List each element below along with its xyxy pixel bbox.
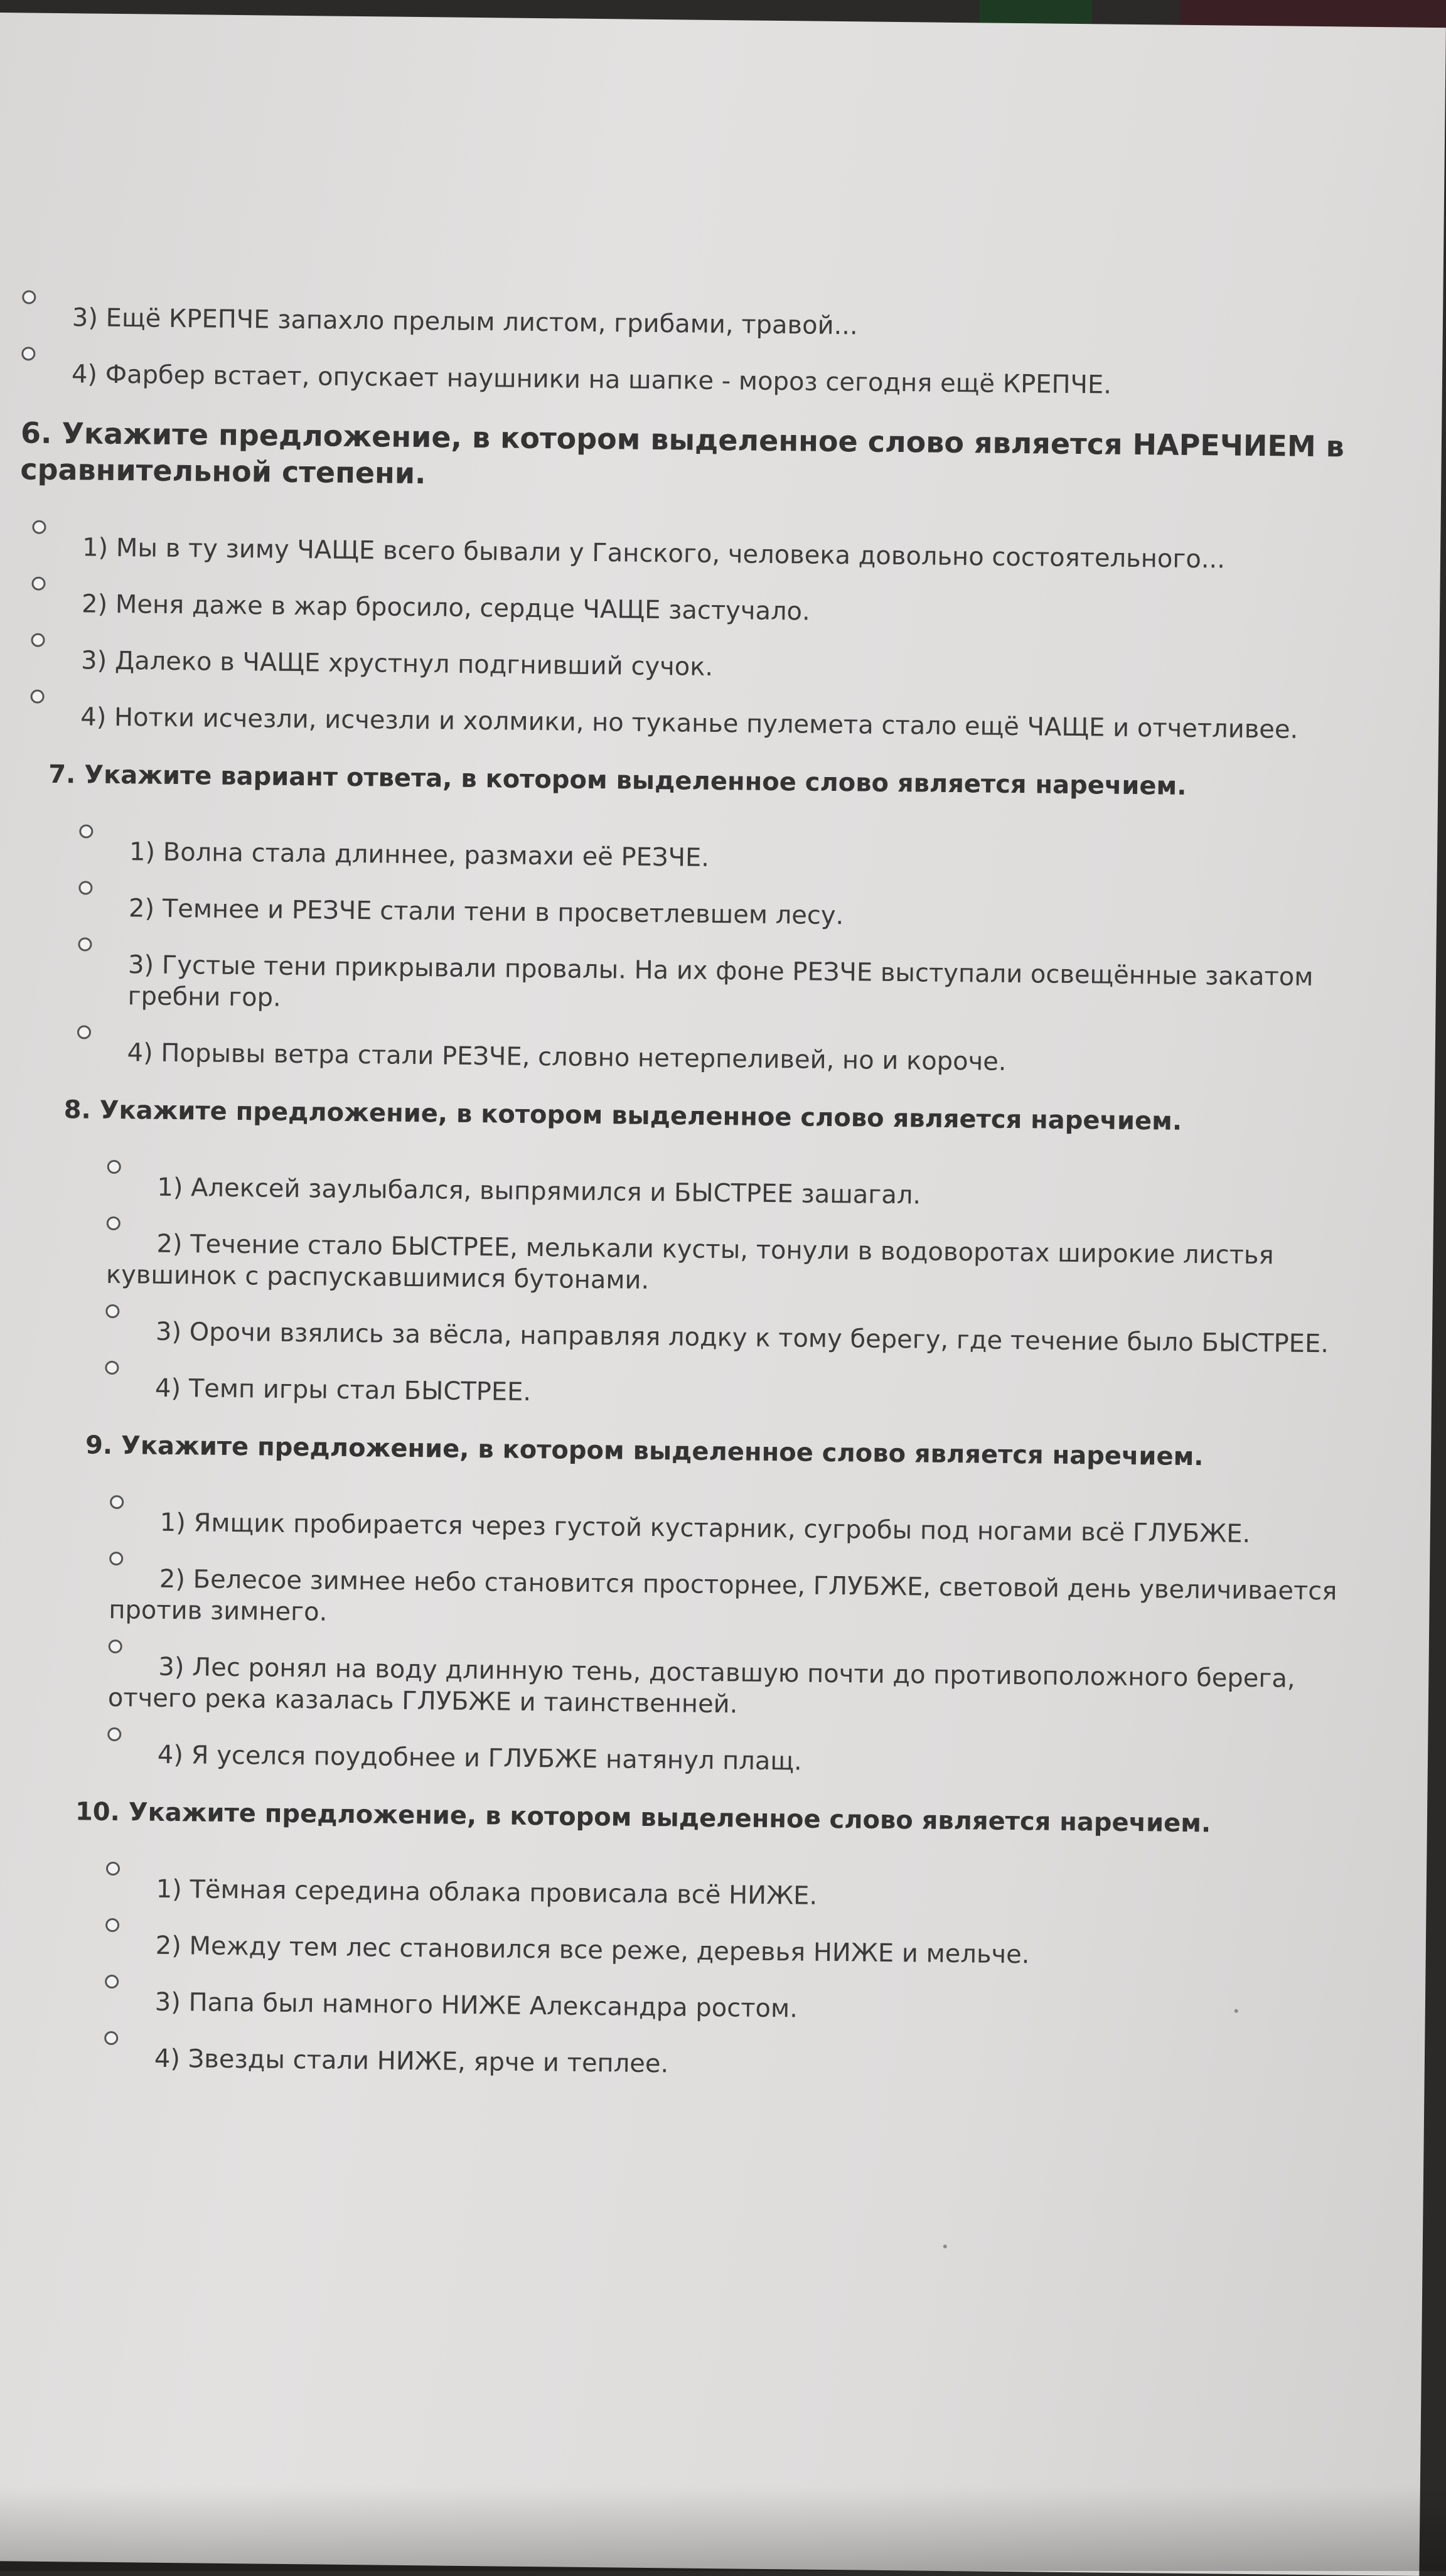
radio-button-icon[interactable] [32,520,46,534]
option-text: 1) Волна стала длиннее, размахи её РЕЗЧЕ. [129,837,710,872]
answer-option[interactable] [22,301,1352,346]
radio-button-icon[interactable] [107,1727,121,1741]
radio-button-icon[interactable] [105,1304,119,1318]
option-text: 4) Звезды стали НИЖЕ, ярче и теплее. [154,2044,669,2079]
prev-question-options [21,301,1352,403]
radio-button-icon[interactable] [31,577,45,591]
answer-option[interactable] [77,948,1346,1024]
answer-option[interactable] [77,1036,1344,1081]
radio-button-icon[interactable] [22,290,36,304]
question-title: 7. Укажите вариант ответа, в котором выделенное слово является наречием. [48,759,1187,801]
option-text: 3) Орочи взялись за вёсла, направляя лодку к тому берегу, где течение было БЫСТРЕЕ. [155,1317,1329,1359]
answer-option[interactable] [79,835,1347,880]
option-text: 1) Тёмная середина облака провисала всё НИЖЕ. [156,1874,818,1911]
answer-option[interactable] [104,2042,1334,2087]
answer-option[interactable] [21,358,1352,403]
option-text: 4) Порывы ветра стали РЕЗЧЕ, словно нетерпеливей, но и короче. [127,1038,1007,1076]
answer-option[interactable] [105,1929,1336,1974]
question-options [61,1171,1344,1416]
option-text: 2) Течение стало БЫСТРЕЕ, мелькали кусты, тонули в водоворотах широкие листья кувшинок с распускавшимися бутонами. [105,1229,1274,1295]
question-title: 8. Укажите предложение, в котором выделенное слово является наречием. [63,1095,1182,1136]
question-title: 10. Укажите предложение, в котором выделенное слово является наречием. [75,1797,1211,1838]
question-options [18,531,1350,746]
option-text: 1) Мы в ту зиму ЧАЩЕ всего бывали у Ганского, человека довольно состоятельного... [82,533,1226,574]
paper-speck [943,2245,947,2248]
option-text: 4) Я уселся поудобнее и ГЛУБЖЕ натянул плащ. [157,1740,803,1776]
radio-button-icon[interactable] [110,1495,124,1509]
question-6 [18,414,1351,746]
answer-option[interactable] [107,1171,1343,1216]
radio-button-icon[interactable] [21,346,35,360]
option-text: 2) Меня даже в жар бросило, сердце ЧАЩЕ застучало. [81,589,810,626]
option-text: 1) Ямщик пробирается через густой кустарник, сугробы под ногами всё ГЛУБЖЕ. [159,1508,1251,1548]
answer-option[interactable] [105,1873,1336,1918]
answer-option[interactable] [30,701,1348,746]
paper-speck [1234,2009,1238,2013]
radio-button-icon[interactable] [31,633,45,647]
question-title: 9. Укажите предложение, в котором выделенное слово является наречием. [85,1430,1204,1472]
answer-option[interactable] [107,1739,1337,1783]
option-text: 3) Густые тени прикрывали провалы. На их фоне РЕЗЧЕ выступали освещённые закатом гребни гор. [127,950,1314,1012]
option-text: 2) Белесое зимнее небо становится просторнее, ГЛУБЖЕ, световой день увеличивается против зимнего. [109,1564,1337,1627]
question-10 [4,1794,1337,2086]
radio-button-icon[interactable] [105,1975,119,1988]
question-8 [11,1092,1344,1416]
option-text: 4) Темп игры стал БЫСТРЕЕ. [154,1373,532,1407]
radio-button-icon[interactable] [78,881,92,894]
option-text: 4) Нотки исчезли, исчезли и холмики, но туканье пулемета стало ещё ЧАЩЕ и отчетливее. [80,702,1299,744]
radio-button-icon[interactable] [105,1918,119,1932]
question-title: 6. Укажите предложение, в котором выделенное слово является НАРЕЧИЕМ в сравнительной степени. [20,416,1345,491]
answer-option[interactable] [78,892,1346,936]
answer-option[interactable] [110,1506,1340,1551]
question-7 [14,757,1347,1081]
paper-sheet [0,13,1446,2576]
question-options [73,1872,1336,2086]
radio-button-icon[interactable] [107,1160,121,1174]
radio-button-icon[interactable] [105,1361,119,1375]
test-content [3,301,1352,2112]
radio-button-icon[interactable] [77,1025,91,1039]
option-text: 3) Ещё КРЕПЧЕ запахло прелым листом, грибами, травой... [72,303,858,341]
option-text: 3) Далеко в ЧАЩЕ хрустнул подгнивший сучок. [80,646,714,682]
radio-button-icon[interactable] [30,690,44,704]
radio-button-icon[interactable] [107,1216,120,1230]
option-text: 2) Темнее и РЕЗЧЕ стали тени в просветлевшем лесу. [128,894,844,931]
option-text: 3) Лес ронял на воду длинную тень, доставшую почти до противоположного берега, отчего река казалась ГЛУБЖЕ и таинственней. [107,1652,1295,1719]
radio-button-icon[interactable] [106,1862,120,1876]
question-options [82,1506,1340,1783]
option-text: 3) Папа был намного НИЖЕ Александра ростом. [154,1987,798,2024]
page-bottom-shadow [0,2486,1446,2571]
answer-option[interactable] [105,1986,1335,2031]
answer-option[interactable] [106,1228,1343,1304]
answer-option[interactable] [32,532,1350,577]
option-text: 2) Между тем лес становился все реже, деревья НИЖЕ и мельче. [155,1931,1030,1970]
answer-option[interactable] [31,645,1349,690]
radio-button-icon[interactable] [109,1552,123,1565]
option-text: 1) Алексей заулыбался, выпрямился и БЫСТРЕЕ зашагал. [157,1173,921,1210]
answer-option[interactable] [108,1651,1339,1727]
answer-option[interactable] [31,588,1349,633]
option-text: 4) Фарбер встает, опускает наушники на шапке - мороз сегодня ещё КРЕПЧЕ. [71,360,1112,400]
answer-option[interactable] [105,1372,1341,1417]
radio-button-icon[interactable] [78,937,92,951]
answer-option[interactable] [109,1563,1339,1639]
question-options [45,835,1347,1081]
answer-option[interactable] [105,1316,1342,1360]
question-9 [7,1427,1341,1783]
radio-button-icon[interactable] [79,824,93,838]
radio-button-icon[interactable] [109,1640,122,1653]
radio-button-icon[interactable] [104,2031,118,2045]
